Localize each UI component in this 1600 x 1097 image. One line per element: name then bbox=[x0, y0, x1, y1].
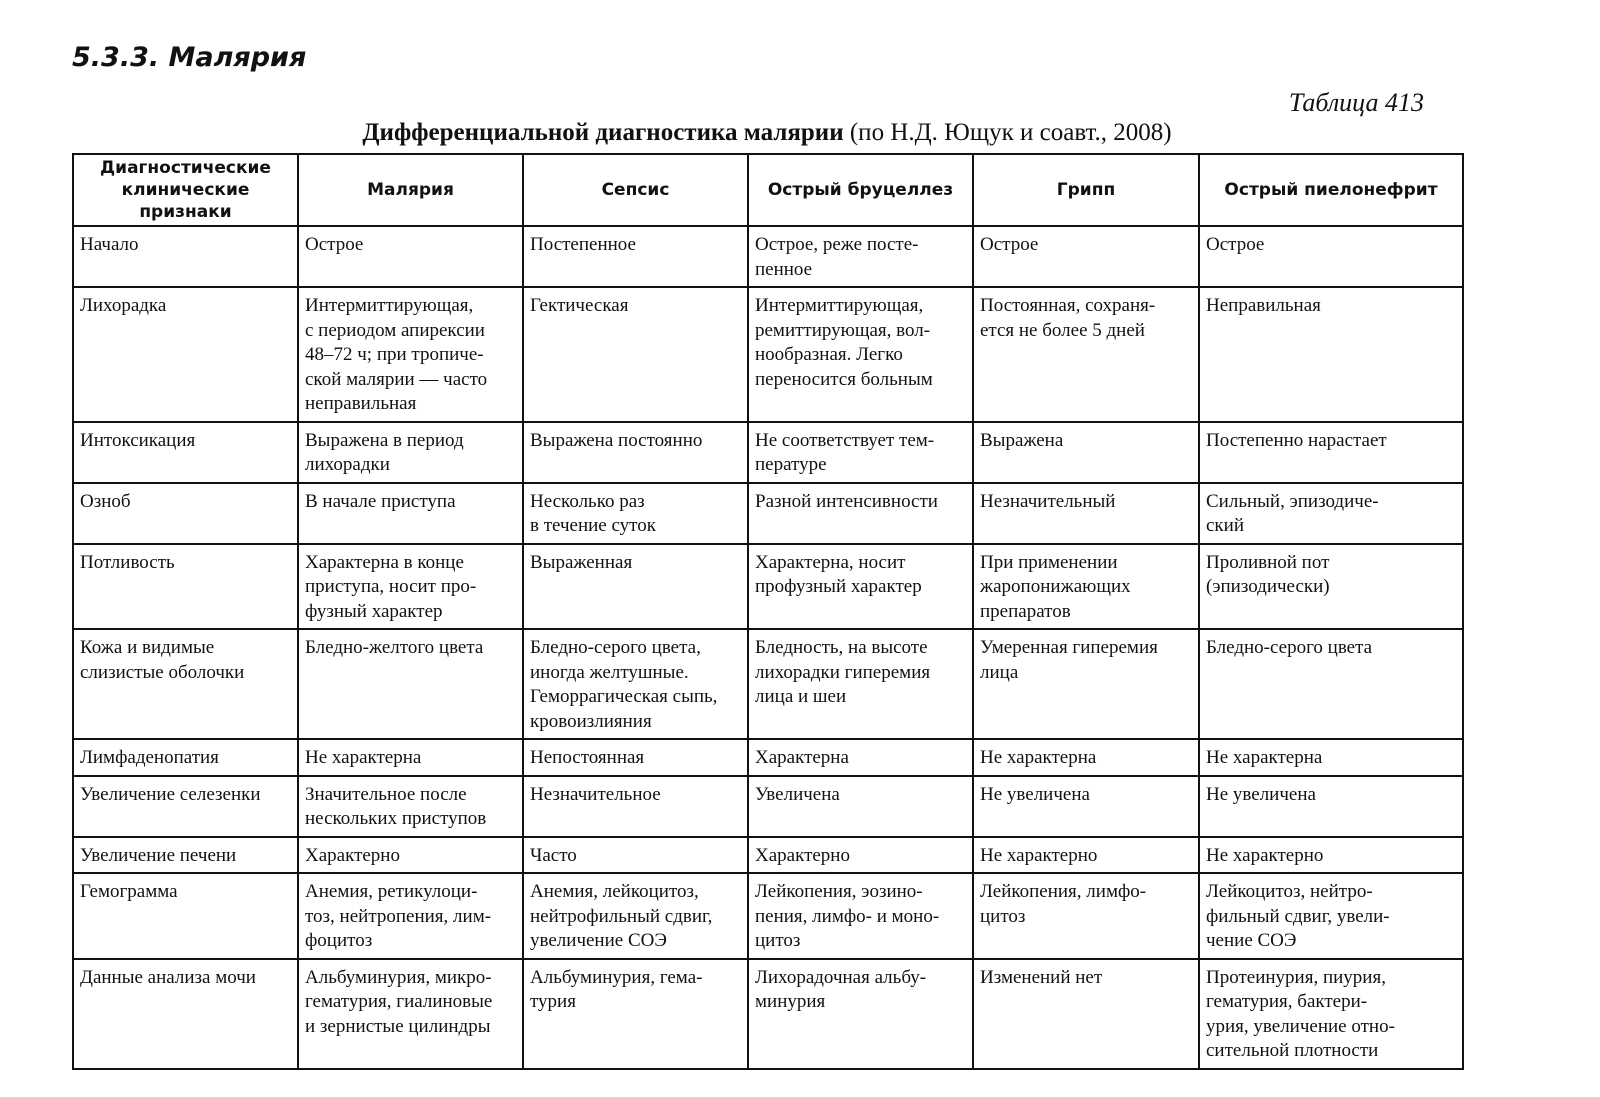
row-label-cell: Начало bbox=[73, 226, 298, 287]
table-cell: Изменений нет bbox=[973, 959, 1199, 1069]
row-label-cell: Кожа и видимые слизистые оболочки bbox=[73, 629, 298, 739]
table-row bbox=[73, 837, 1463, 874]
table-cell: Анемия, лейкоцитоз, нейтрофильный сдвиг, увеличение СОЭ bbox=[523, 873, 748, 959]
table-row bbox=[73, 629, 1463, 739]
header-cell: Острый пиелонефрит bbox=[1199, 154, 1463, 226]
table-cell: Гектическая bbox=[523, 287, 748, 422]
table-row bbox=[73, 422, 1463, 483]
header-cell: Грипп bbox=[973, 154, 1199, 226]
table-cell: Лейкопения, лимфо- цитоз bbox=[973, 873, 1199, 959]
row-label-cell: Данные анализа мочи bbox=[73, 959, 298, 1069]
row-label-cell: Потливость bbox=[73, 544, 298, 630]
row-label-cell: Увеличение печени bbox=[73, 837, 298, 874]
table-row bbox=[73, 544, 1463, 630]
differential-diagnosis-table bbox=[72, 153, 1464, 1070]
table-cell: Характерна в конце приступа, носит про- фузный характер bbox=[298, 544, 523, 630]
table-number: Таблица 413 bbox=[1288, 88, 1424, 117]
table-cell: Характерна, носит профузный характер bbox=[748, 544, 973, 630]
table-row bbox=[73, 739, 1463, 776]
table-row bbox=[73, 287, 1463, 422]
row-label-cell: Лимфаденопатия bbox=[73, 739, 298, 776]
table-cell: Бледность, на высоте лихорадки гиперемия лица и шеи bbox=[748, 629, 973, 739]
table-cell: Непостоянная bbox=[523, 739, 748, 776]
header-cell: Сепсис bbox=[523, 154, 748, 226]
table-cell: Разной интенсивности bbox=[748, 483, 973, 544]
header-row bbox=[73, 154, 1463, 226]
table-row bbox=[73, 959, 1463, 1069]
table-cell: Постоянная, сохраня- ется не более 5 дней bbox=[973, 287, 1199, 422]
header-cell: Диагностические клинические признаки bbox=[73, 154, 298, 226]
table-cell: Часто bbox=[523, 837, 748, 874]
table-cell: Не увеличена bbox=[973, 776, 1199, 837]
section-heading: 5.3.3. Малярия bbox=[72, 42, 307, 73]
table-cell: При применении жаропонижающих препаратов bbox=[973, 544, 1199, 630]
caption-bold: Дифференциальной диагностика малярии bbox=[362, 119, 844, 146]
table-cell: Сильный, эпизодиче- ский bbox=[1199, 483, 1463, 544]
table-cell: Интермиттирующая, ремиттирующая, вол- нообразная. Легко переносится больным bbox=[748, 287, 973, 422]
row-label-cell: Озноб bbox=[73, 483, 298, 544]
caption-source: (по Н.Д. Ющук и соавт., 2008) bbox=[843, 119, 1172, 146]
table-row bbox=[73, 226, 1463, 287]
table-cell: Выражена в период лихорадки bbox=[298, 422, 523, 483]
table-cell: Выраженная bbox=[523, 544, 748, 630]
table-cell: Острое bbox=[298, 226, 523, 287]
table-cell: Незначительный bbox=[973, 483, 1199, 544]
table-cell: Не характерна bbox=[1199, 739, 1463, 776]
table-cell: Умеренная гиперемия лица bbox=[973, 629, 1199, 739]
table-cell: Выражена постоянно bbox=[523, 422, 748, 483]
row-label-cell: Гемограмма bbox=[73, 873, 298, 959]
table-cell: Лейкопения, эозино- пения, лимфо- и моно- цитоз bbox=[748, 873, 973, 959]
table-cell: Альбуминурия, микро- гематурия, гиалиновые и зернистые цилиндры bbox=[298, 959, 523, 1069]
table-cell: Постепенное bbox=[523, 226, 748, 287]
table-cell: Характерна bbox=[748, 739, 973, 776]
header-cell: Малярия bbox=[298, 154, 523, 226]
table-cell: Несколько раз в течение суток bbox=[523, 483, 748, 544]
table-cell: Бледно-серого цвета, иногда желтушные. Геморрагическая сыпь, кровоизлияния bbox=[523, 629, 748, 739]
table-cell: Протеинурия, пиурия, гематурия, бактери- урия, увеличение отно- сительной плотности bbox=[1199, 959, 1463, 1069]
table-body bbox=[73, 226, 1463, 1069]
table-row bbox=[73, 776, 1463, 837]
table-cell: Значительное после нескольких приступов bbox=[298, 776, 523, 837]
table-cell: Увеличена bbox=[748, 776, 973, 837]
table-cell: Анемия, ретикулоци- тоз, нейтропения, лим- фоцитоз bbox=[298, 873, 523, 959]
table-cell: Характерно bbox=[748, 837, 973, 874]
table-cell: Не характерна bbox=[973, 739, 1199, 776]
table-header bbox=[73, 154, 1463, 226]
table-cell: Не соответствует тем- пературе bbox=[748, 422, 973, 483]
row-label-cell: Лихорадка bbox=[73, 287, 298, 422]
table-cell: Бледно-серого цвета bbox=[1199, 629, 1463, 739]
table-row bbox=[73, 873, 1463, 959]
row-label-cell: Увеличение селезенки bbox=[73, 776, 298, 837]
table-cell: Не характерно bbox=[1199, 837, 1463, 874]
table-cell: Интермиттирующая, с периодом апирексии 48–72 ч; при тропиче- ской малярии — часто неправильная bbox=[298, 287, 523, 422]
table-cell: Не характерно bbox=[973, 837, 1199, 874]
table-cell: Лихорадочная альбу- минурия bbox=[748, 959, 973, 1069]
table-cell: Постепенно нарастает bbox=[1199, 422, 1463, 483]
table-cell: Острое bbox=[973, 226, 1199, 287]
header-cell: Острый бруцеллез bbox=[748, 154, 973, 226]
table-cell: Характерно bbox=[298, 837, 523, 874]
table-cell: Лейкоцитоз, нейтро- фильный сдвиг, увели- чение СОЭ bbox=[1199, 873, 1463, 959]
table-cell: Бледно-желтого цвета bbox=[298, 629, 523, 739]
table-cell: В начале приступа bbox=[298, 483, 523, 544]
table-cell: Не увеличена bbox=[1199, 776, 1463, 837]
table-cell: Острое bbox=[1199, 226, 1463, 287]
table-cell: Альбуминурия, гема- турия bbox=[523, 959, 748, 1069]
table-cell: Не характерна bbox=[298, 739, 523, 776]
table-cell: Неправильная bbox=[1199, 287, 1463, 422]
table-caption bbox=[72, 119, 1462, 147]
table-cell: Выражена bbox=[973, 422, 1199, 483]
table-row bbox=[73, 483, 1463, 544]
row-label-cell: Интоксикация bbox=[73, 422, 298, 483]
table-cell: Проливной пот (эпизодически) bbox=[1199, 544, 1463, 630]
table-cell: Острое, реже посте- пенное bbox=[748, 226, 973, 287]
table-cell: Незначительное bbox=[523, 776, 748, 837]
